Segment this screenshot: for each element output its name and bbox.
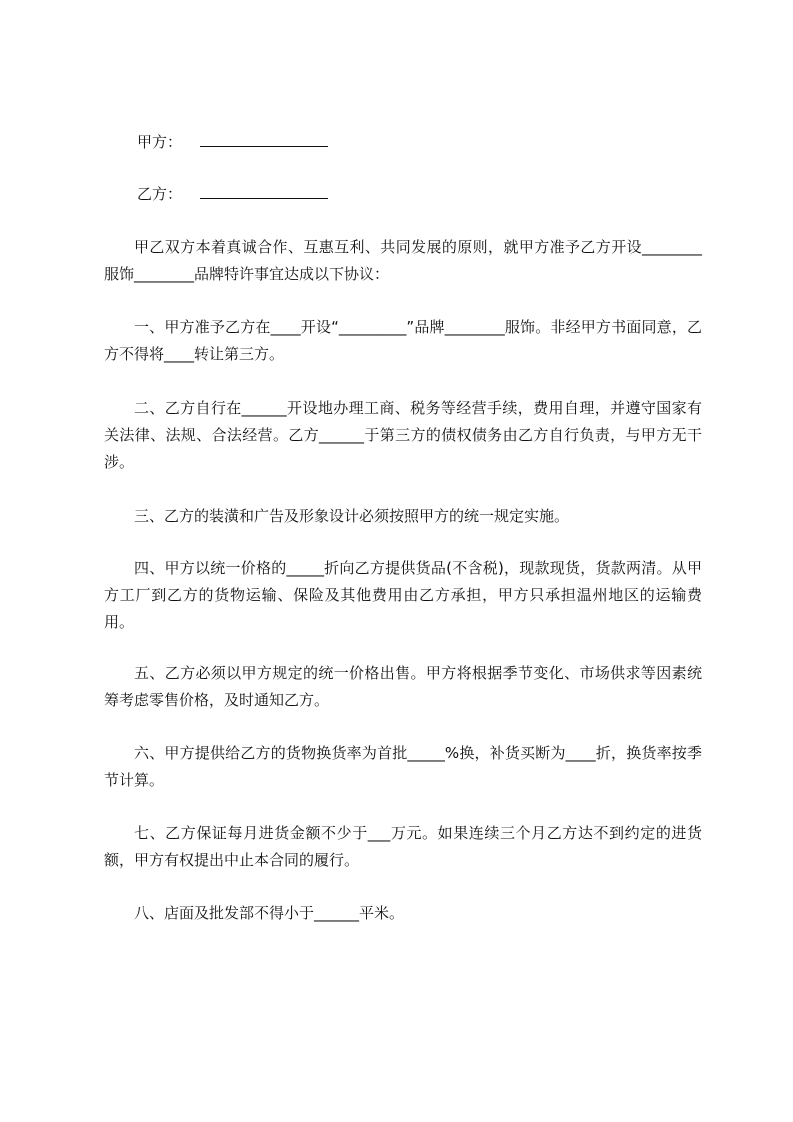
clause-1: 一、甲方准予乙方在____开设“_________”品牌________服饰。非经甲方书面同意，乙方不得将____转让第三方。 — [104, 318, 702, 363]
clause-6: 六、甲方提供给乙方的货物换货率为首批_____%换，补货买断为____折，换货率按季节计算。 — [104, 744, 702, 789]
clause-4: 四、甲方以统一价格的_____折向乙方提供货品(不含税)，现款现货，货款两清。从甲方工厂到乙方的货物运输、保险及其他费用由乙方承担，甲方只承担温州地区的运输费用。 — [104, 559, 702, 631]
clause-7: 七、乙方保证每月进货金额不少于___万元。如果连续三个月乙方达不到约定的进货额，甲方有权提出中止本合同的履行。 — [104, 824, 702, 869]
party-b-label: 乙方： — [137, 185, 183, 203]
party-b-line — [137, 184, 737, 204]
party-a-line — [137, 132, 737, 152]
clause-5: 五、乙方必须以甲方规定的统一价格出售。甲方将根据季节变化、市场供求等因素统筹考虑零售价格，及时通知乙方。 — [104, 664, 702, 709]
clause-8: 八、店面及批发部不得小于______平米。 — [134, 904, 405, 922]
clause-3: 三、乙方的装潢和广告及形象设计必须按照甲方的统一规定实施。 — [134, 507, 570, 525]
intro-paragraph: 甲乙双方本着真诚合作、互惠互利、共同发展的原则，就甲方准予乙方开设________服饰________品牌特许事宜达成以下协议： — [104, 238, 702, 283]
party-a-blank — [200, 132, 328, 147]
clause-2: 二、乙方自行在______开设地办理工商、税务等经营手续，费用自理，并遵守国家有关法律、法规、合法经营。乙方______于第三方的债权债务由乙方自行负责，与甲方无干涉。 — [104, 399, 702, 471]
party-b-blank — [200, 184, 328, 199]
party-a-label: 甲方： — [137, 133, 183, 151]
